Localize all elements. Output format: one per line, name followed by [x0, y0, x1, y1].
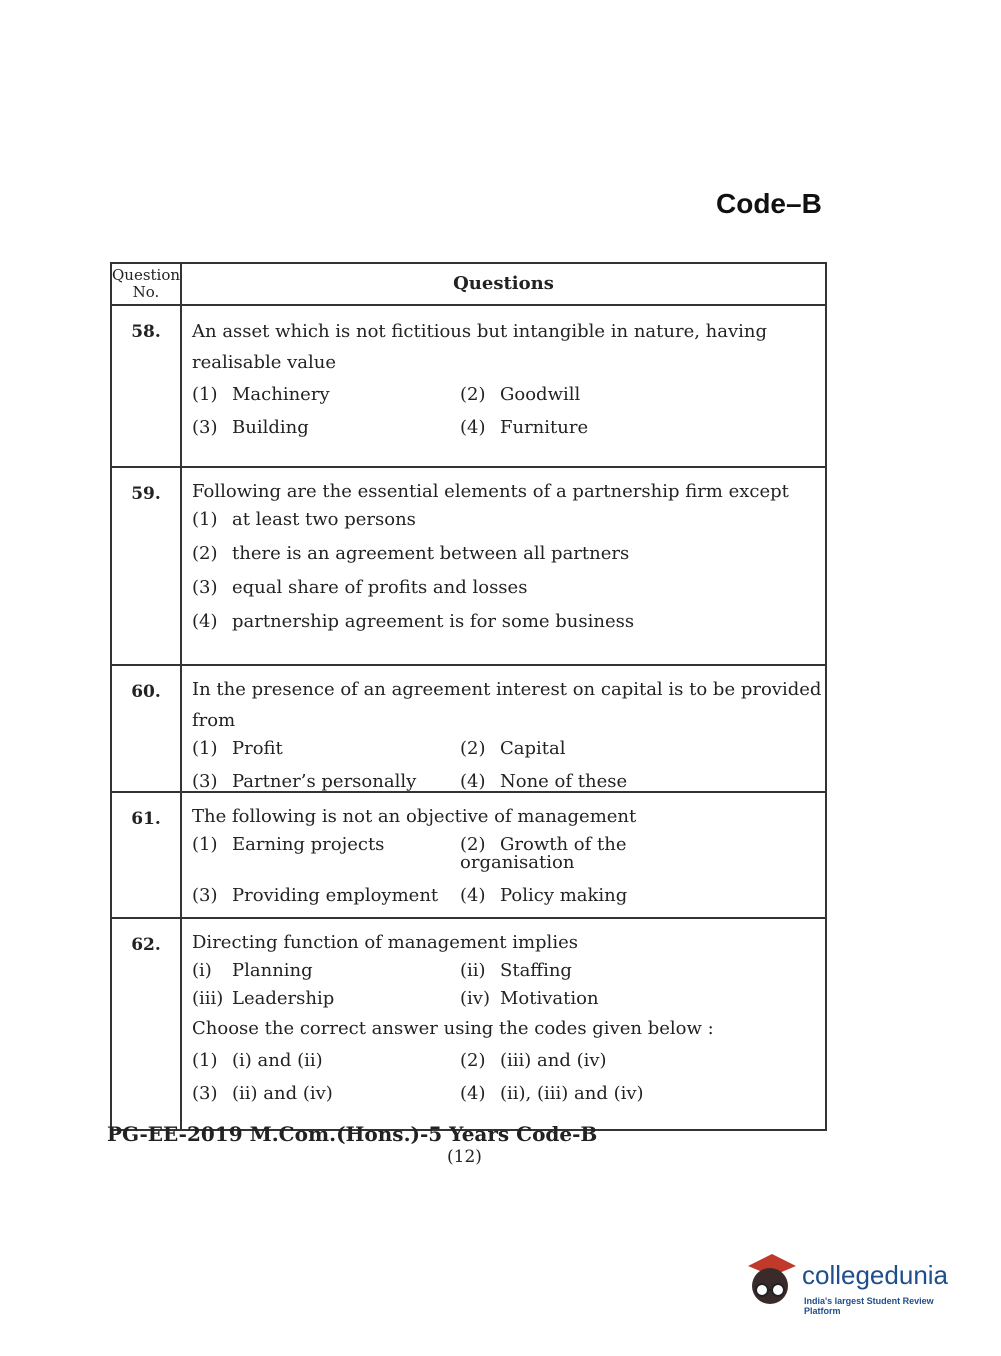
- question-row: [112, 466, 825, 664]
- table-header: [112, 264, 825, 304]
- footer-text: PG-EE-2019 M.Com.(Hons.)-5 Years Code-B: [107, 1122, 598, 1146]
- option: (4) partnership agreement is for some business: [192, 611, 635, 632]
- option: (2) (iii) and (iv): [460, 1050, 607, 1071]
- logo-name: collegedunia: [802, 1260, 949, 1290]
- option: (3) Building: [192, 417, 309, 438]
- questions-header: Questions: [453, 273, 554, 294]
- option: (4) Furniture: [460, 417, 589, 438]
- code-label: Code–B: [716, 188, 822, 219]
- option: (4) Policy making: [460, 885, 628, 906]
- question-number: 59.: [112, 468, 182, 664]
- question-stem: Following are the essential elements of a partnership firm except: [192, 481, 789, 502]
- question-number-header: [112, 264, 182, 304]
- question-stem: The following is not an objective of management: [192, 806, 637, 827]
- option: (3) Providing employment: [192, 885, 439, 906]
- option: (1) Machinery: [192, 384, 330, 405]
- option: (1) at least two persons: [192, 509, 416, 530]
- logo-tagline: India's largest Student Review Platform: [804, 1296, 934, 1316]
- question-stem: In the presence of an agreement interest on capital is to be provided from: [192, 679, 822, 731]
- question-stem: Directing function of management implies: [192, 932, 578, 953]
- question-number: 60.: [112, 666, 182, 791]
- option: (2) there is an agreement between all partners: [192, 543, 630, 564]
- option: (1) Profit: [192, 738, 283, 759]
- question-row: [112, 664, 825, 791]
- question-number: 58.: [112, 306, 182, 466]
- header-number-line-1: Question: [112, 266, 181, 284]
- option: (4) None of these: [460, 771, 628, 792]
- question-row: [112, 304, 825, 466]
- option: (2) Capital: [460, 738, 566, 759]
- question-table: [110, 262, 827, 1131]
- question-row: [112, 791, 825, 917]
- option: (3) equal share of profits and losses: [192, 577, 528, 598]
- option: (2) Growth of the organisation: [460, 834, 627, 873]
- page-number: (12): [447, 1147, 482, 1167]
- header-number-line-2: No.: [132, 283, 160, 301]
- statement: (iv) Motivation: [460, 988, 599, 1009]
- collegedunia-logo: [742, 1252, 972, 1316]
- statement: (ii) Staffing: [460, 960, 572, 981]
- option: (3) Partner’s personally: [192, 771, 417, 792]
- statement: (iii) Leadership: [192, 988, 335, 1009]
- statement: (i) Planning: [192, 960, 313, 981]
- option: (3) (ii) and (iv): [192, 1083, 333, 1104]
- question-number: 62.: [112, 919, 182, 1129]
- option: (1) Earning projects: [192, 834, 385, 855]
- option: (4) (ii), (iii) and (iv): [460, 1083, 644, 1104]
- question-stem: An asset which is not fictitious but intangible in nature, having realisable value: [192, 321, 768, 373]
- question-number: 61.: [112, 793, 182, 917]
- instruction: Choose the correct answer using the codes given below :: [192, 1018, 714, 1039]
- option: (1) (i) and (ii): [192, 1050, 323, 1071]
- mascot-icon: [742, 1252, 798, 1312]
- option: (2) Goodwill: [460, 384, 581, 405]
- question-row: [112, 917, 825, 1129]
